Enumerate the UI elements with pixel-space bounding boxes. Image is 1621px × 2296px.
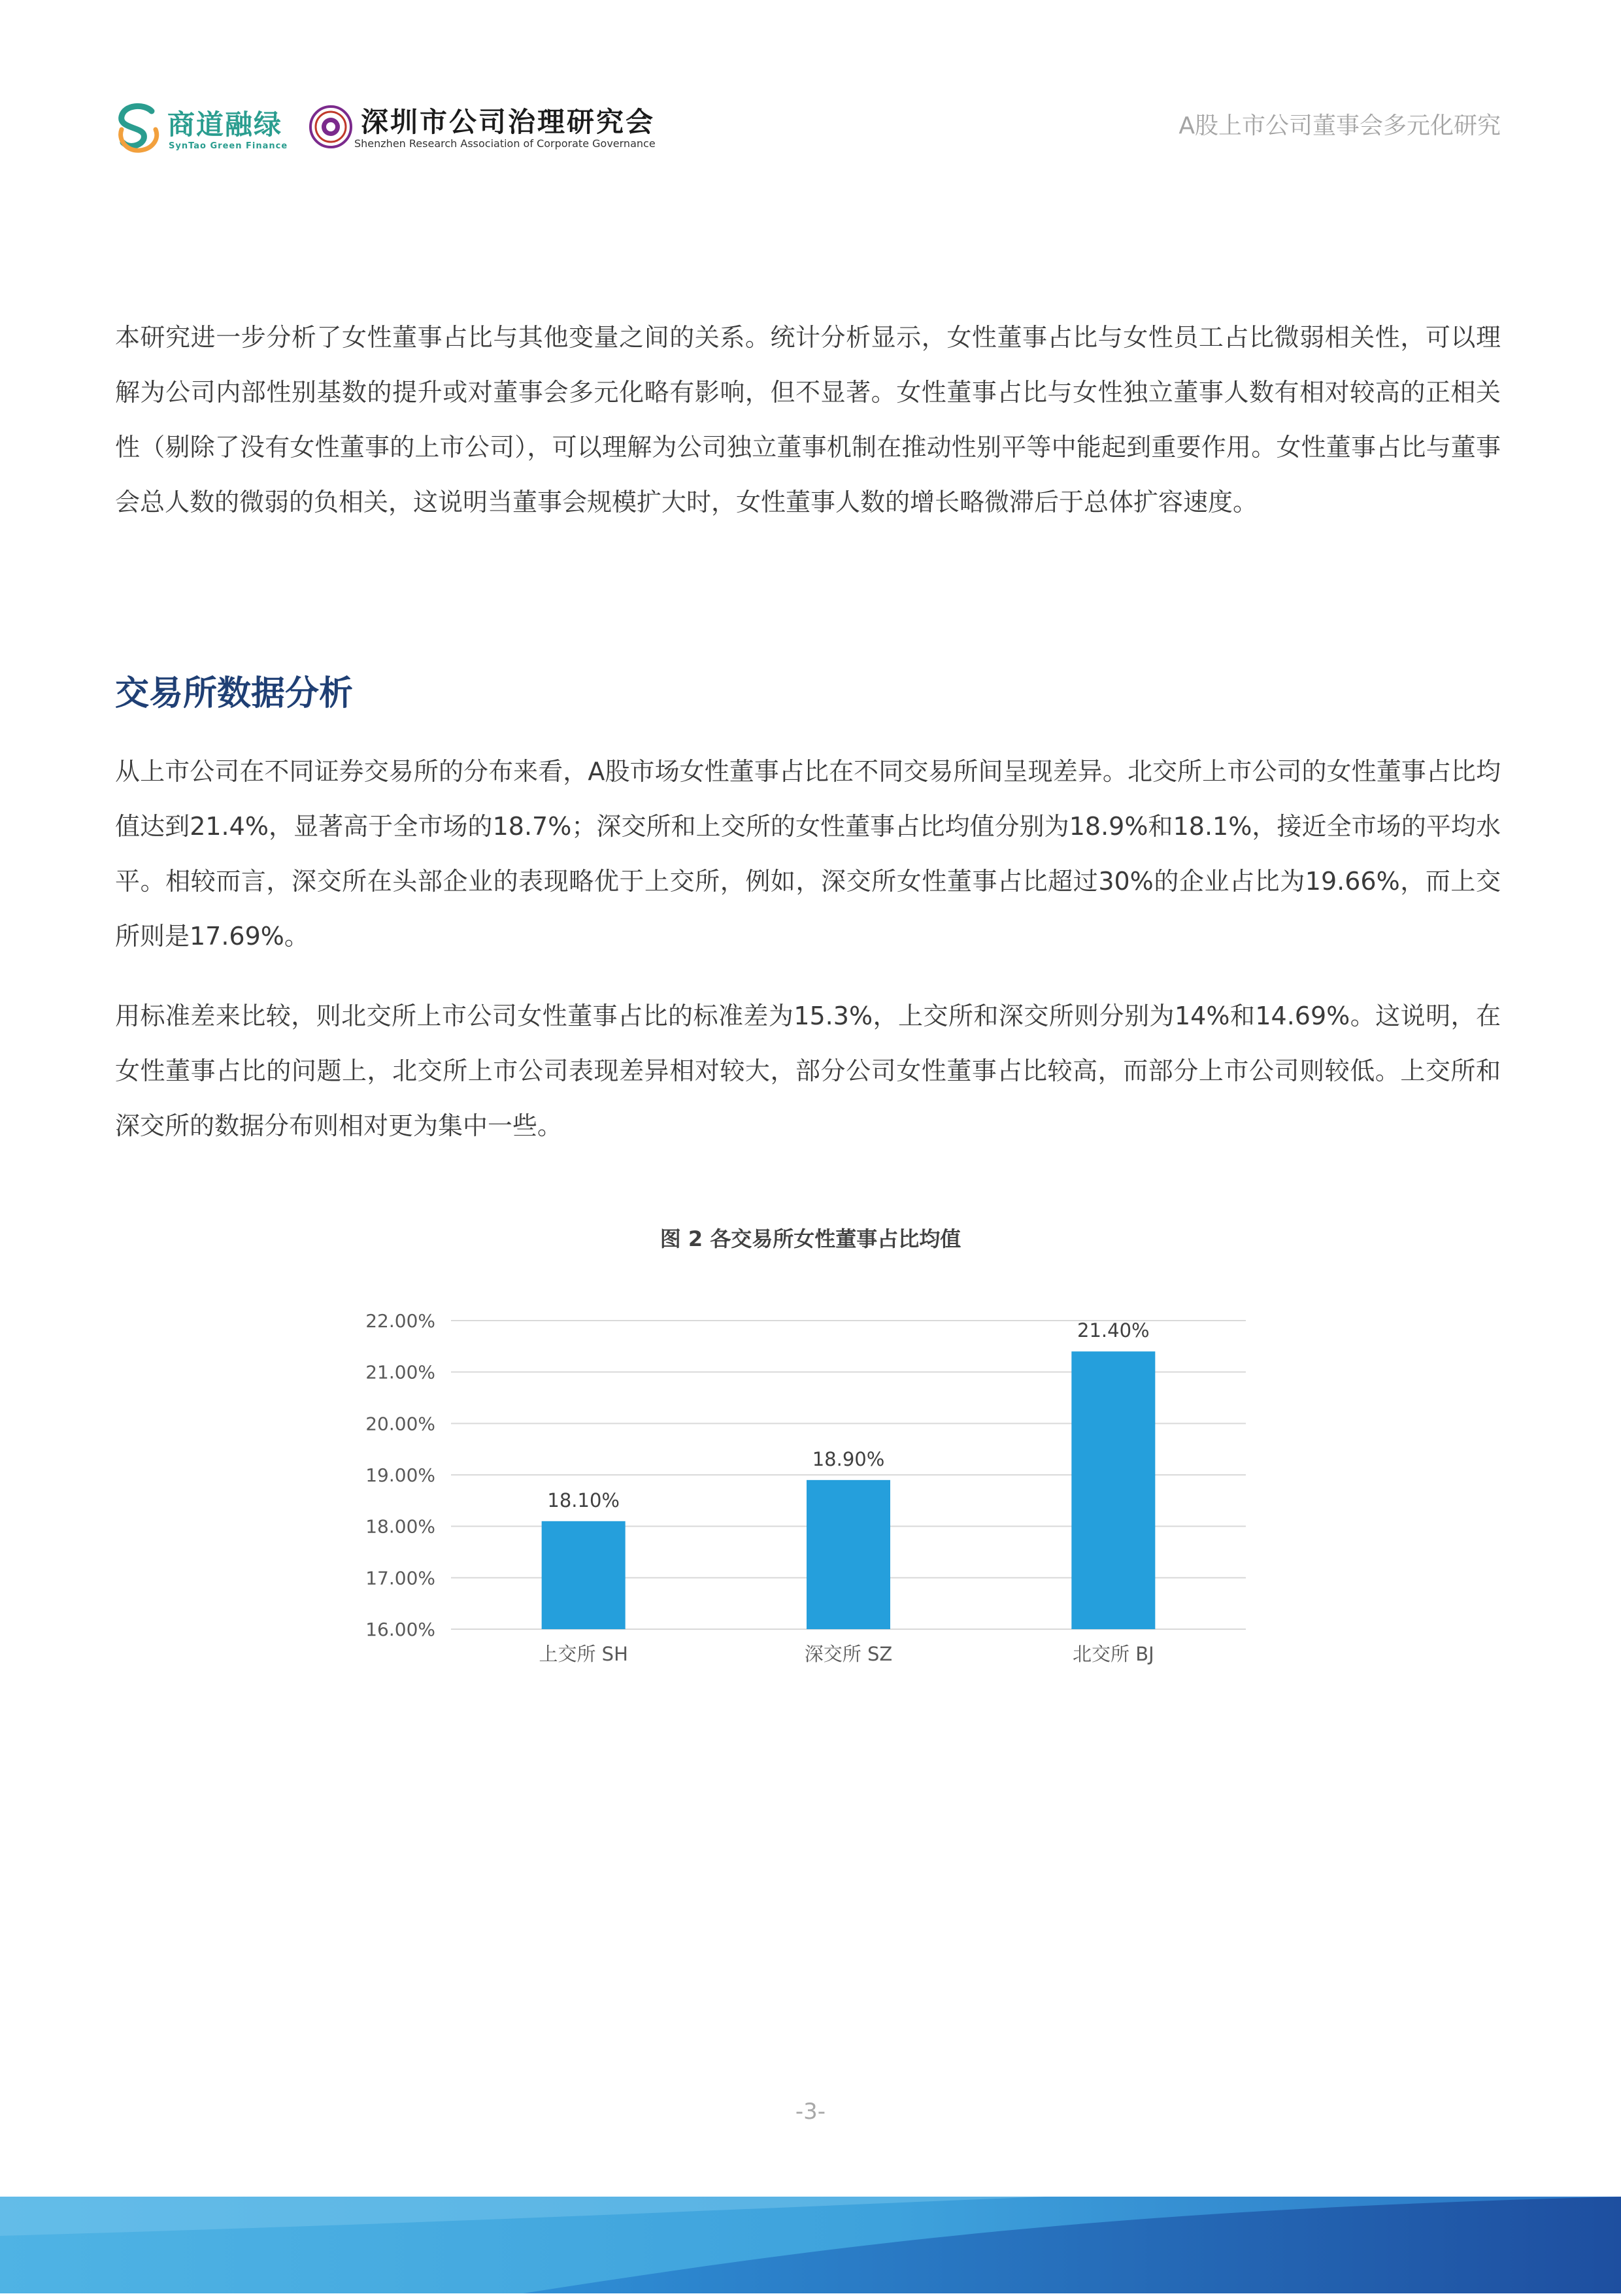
syntao-logo-subtitle: SynTao Green Finance <box>169 141 288 151</box>
sracg-logo-subtitle: Shenzhen Research Association of Corporate Governance <box>354 137 656 150</box>
y-tick-label: 20.00% <box>365 1413 435 1435</box>
page-number: -3- <box>795 2099 826 2125</box>
data-label: 18.10% <box>547 1489 620 1511</box>
syntao-logo <box>115 101 298 154</box>
bar <box>542 1521 626 1629</box>
footer-band <box>0 2197 1621 2293</box>
paragraph-exchange-means: 从上市公司在不同证券交易所的分布来看，A股市场女性董事占比在不同交易所间呈现差异。北交所上市公司的女性董事占比均值达到21.4%，显著高于全市场的18.7%；深交所和上交所的女性董事占比均值分别为18.9%和18.1%，接近全市场的平均水平。相较而言，深交所在头部企业的表现略优于上交所，例如，深交所女性董事占比超过30%的企业占比为19.66%，而上交所则是17.69%。 <box>115 757 1501 951</box>
exchange-bar-chart <box>340 1223 1281 1680</box>
sracg-logo-name: 深圳市公司治理研究会 <box>361 106 656 138</box>
x-tick-label: 深交所 SZ <box>804 1643 893 1665</box>
bar <box>807 1480 890 1629</box>
section-title: 交易所数据分析 <box>115 674 354 713</box>
data-label: 18.90% <box>812 1447 885 1470</box>
page-header <box>115 98 1501 157</box>
syntao-logo-icon <box>115 101 165 153</box>
y-tick-label: 18.00% <box>365 1515 435 1538</box>
y-tick-label: 21.00% <box>365 1361 435 1383</box>
x-tick-label: 上交所 SH <box>539 1643 628 1665</box>
x-tick-label: 北交所 BJ <box>1072 1643 1154 1665</box>
bar <box>1071 1351 1155 1629</box>
paragraph-correlation: 本研究进一步分析了女性董事占比与其他变量之间的关系。统计分析显示，女性董事占比与女性员工占比微弱相关性，可以理解为公司内部性别基数的提升或对董事会多元化略有影响，但不显著。女性董事占比与女性独立董事人数有相对较高的正相关性（剔除了没有女性董事的上市公司），可以理解为公司独立董事机制在推动性别平等中能起到重要作用。女性董事占比与董事会总人数的微弱的负相关，这说明当董事会规模扩大时，女性董事人数的增长略微滞后于总体扩容速度。 <box>115 323 1501 516</box>
data-label: 21.40% <box>1077 1319 1150 1342</box>
y-tick-label: 17.00% <box>365 1567 435 1589</box>
y-tick-label: 22.00% <box>365 1310 435 1332</box>
sracg-seal-icon <box>309 105 353 149</box>
chart-title: 图 2 各交易所女性董事占比均值 <box>660 1226 961 1251</box>
paragraph-std-dev: 用标准差来比较，则北交所上市公司女性董事占比的标准差为15.3%，上交所和深交所则分别为14%和14.69%。这说明，在女性董事占比的问题上，北交所上市公司表现差异相对较大，部分公司女性董事占比较高，而部分上市公司则较低。上交所和深交所的数据分布则相对更为集中一些。 <box>115 1002 1501 1140</box>
chart-plot <box>340 1223 1281 1680</box>
syntao-logo-name: 商道融绿 <box>167 109 283 141</box>
y-tick-label: 19.00% <box>365 1464 435 1486</box>
y-tick-label: 16.00% <box>365 1619 435 1640</box>
sracg-logo <box>309 101 675 154</box>
document-title: A股上市公司董事会多元化研究 <box>1178 112 1501 139</box>
